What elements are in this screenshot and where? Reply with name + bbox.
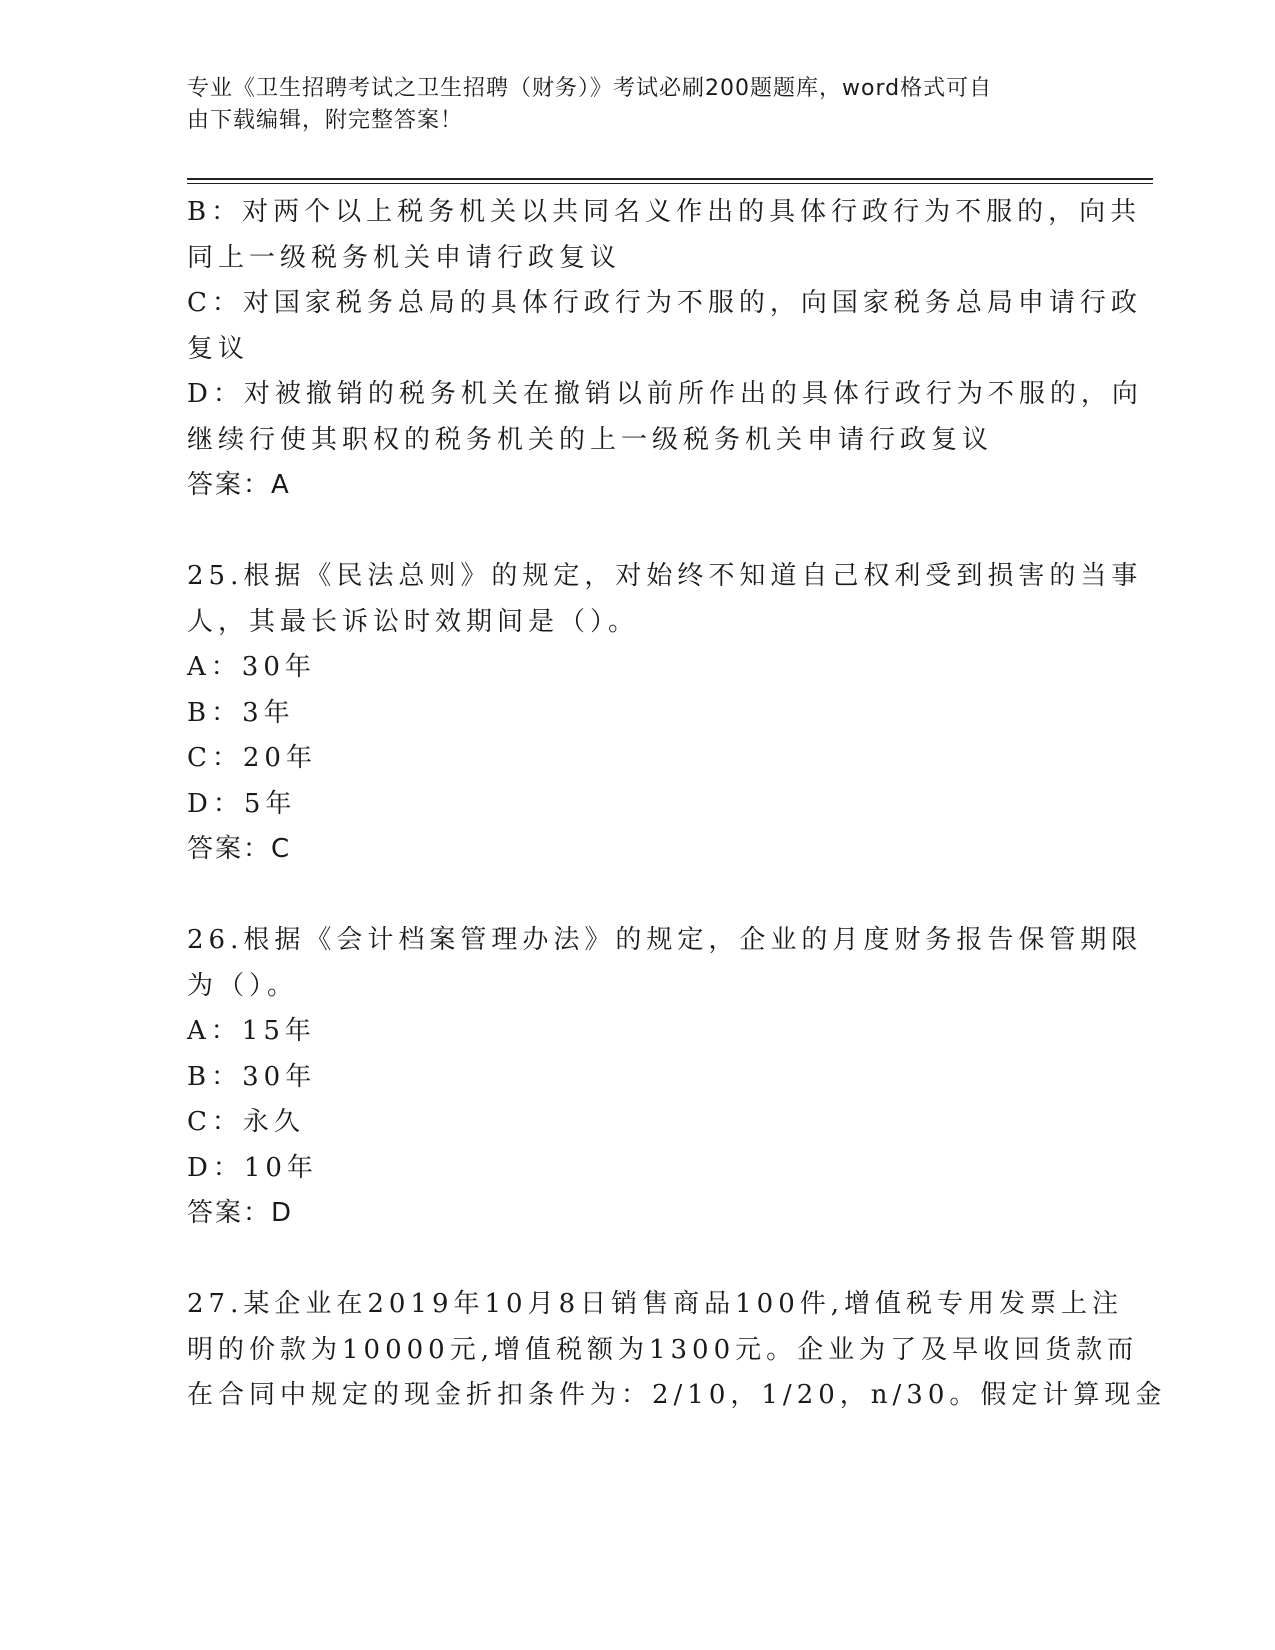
option-b-line-2: 同上一级税务机关申请行政复议 [187,242,622,273]
question-stem-line-1: 25.根据《民法总则》的规定，对始终不知道自己权利受到损害的当事 [187,561,1143,591]
answer-line: 答案：C [187,834,292,864]
header-rule-thin [187,183,1153,184]
option-b-line-1: B：对两个以上税务机关以共同名义作出的具体行政行为不服的，向共 [187,197,1142,227]
question-26 [187,918,1143,1237]
answer-line: 答案：D [187,1198,294,1228]
option-d: D：10年 [187,1152,318,1183]
spacer [187,873,1087,919]
option-d-line-2: 继续行使其职权的税务机关的上一级税务机关申请行政复议 [187,424,994,455]
option-d: D：5年 [187,788,297,819]
option-c: C：20年 [187,743,317,773]
option-d-line-1: D：对被撤销的税务机关在撤销以前所作出的具体行政行为不服的，向 [187,379,1143,409]
option-a: A：15年 [187,1016,316,1046]
question-stem-line-1: 27.某企业在2019年10月8日销售商品100件,增值税专用发票上注 [187,1289,1124,1319]
question-24 [187,190,1143,509]
question-stem-line-2: 为（）。 [187,970,299,1001]
answer-line: 答案：A [187,470,291,500]
question-stem-line-1: 26.根据《会计档案管理办法》的规定，企业的月度财务报告保管期限 [187,925,1143,955]
option-b: B：30年 [187,1061,317,1092]
header-line-1: 专业《卫生招聘考试之卫生招聘（财务）》考试必刷200题题库，word格式可自 [187,76,993,101]
option-a: A：30年 [187,652,316,682]
question-stem-line-3: 在合同中规定的现金折扣条件为：2/10，1/20，n/30。假定计算现金 [187,1380,1167,1410]
spacer [187,509,1087,555]
question-list [187,190,1167,1419]
question-stem-line-2: 人，其最长诉讼时效期间是（）。 [187,606,640,637]
option-c: C：永久 [187,1107,305,1137]
spacer [187,1237,1087,1283]
option-c-line-2: 复议 [187,333,250,364]
header-line-2: 由下载编辑，附完整答案！ [187,108,464,133]
page-header [187,73,1067,137]
question-25 [187,554,1143,873]
option-b: B：3年 [187,697,295,728]
question-stem-line-2: 明的价款为10000元,增值税额为1300元。企业为了及早收回货款而 [187,1334,1139,1365]
header-rule-thick [187,178,1153,180]
option-c-line-1: C：对国家税务总局的具体行政行为不服的，向国家税务总局申请行政 [187,288,1142,318]
question-27 [187,1282,1167,1419]
